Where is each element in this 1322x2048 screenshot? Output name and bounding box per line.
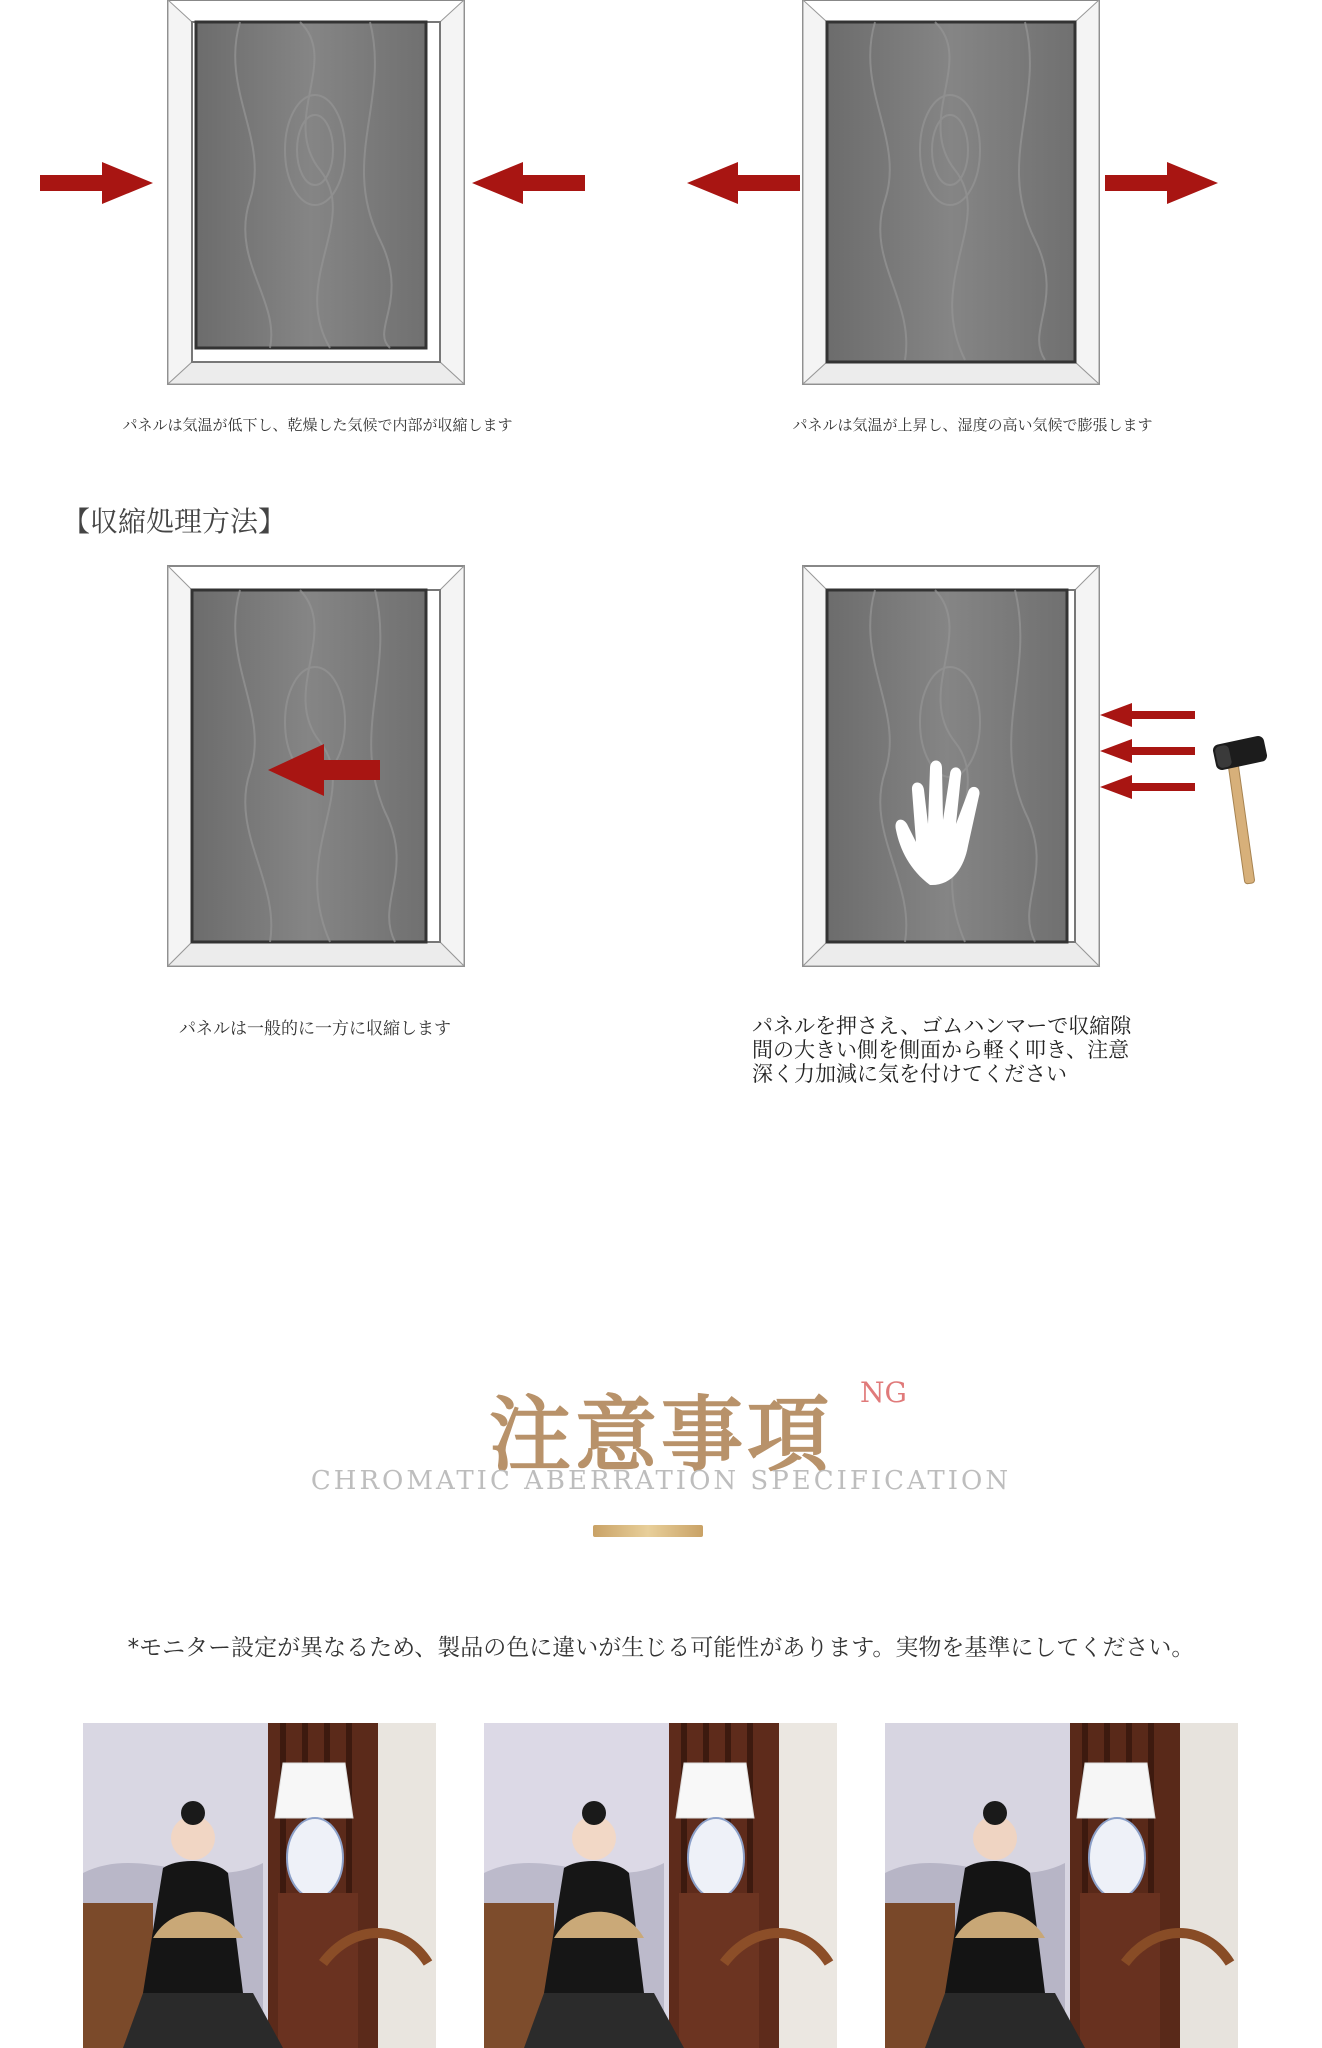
arrow-left-icon [470, 160, 585, 206]
rubber-mallet-icon [1210, 730, 1275, 890]
panel-diagram-shrink [160, 0, 480, 390]
arrow-right-icon [40, 160, 155, 206]
section-heading: 【収縮処理方法】 [62, 505, 287, 538]
arrow-right-icon [1105, 160, 1220, 206]
caption-fix [752, 1014, 1131, 1086]
product-photo-1 [83, 1723, 436, 2048]
notice-text: *モニター設定が異なるため、製品の色に違いが生じる可能性があります。実物を基準にしてください。 [127, 1635, 1195, 1661]
caption-fix-line: パネルを押さえ、ゴムハンマーで収縮隙 [752, 1014, 1132, 1038]
notice-title: 注意事項 [488, 1387, 833, 1483]
gold-divider [593, 1525, 703, 1537]
product-photo-2 [484, 1723, 837, 2048]
hand-icon [890, 750, 990, 890]
title-fragment: NG [860, 1376, 907, 1409]
panel-diagram-one-side [160, 562, 480, 972]
caption-fix-line: 間の大きい側を側面から軽く叩き、注意 [752, 1038, 1130, 1062]
caption-fix-line: 深く力加減に気を付けてください [752, 1062, 1067, 1086]
notice-subtitle: CHROMATIC ABERRATION SPECIFICATION [310, 1466, 1012, 1496]
caption-shrink: パネルは気温が低下し、乾燥した気候で内部が収縮します [122, 416, 513, 434]
caption-expand: パネルは気温が上昇し、湿度の高い気候で膨張します [792, 416, 1153, 434]
arrow-left-icon [685, 160, 800, 206]
product-photo-3 [885, 1723, 1238, 2048]
arrows-left-icon [1100, 703, 1195, 799]
panel-diagram-expand [795, 0, 1115, 390]
caption-one-side: パネルは一般的に一方に収縮します [179, 1019, 451, 1039]
